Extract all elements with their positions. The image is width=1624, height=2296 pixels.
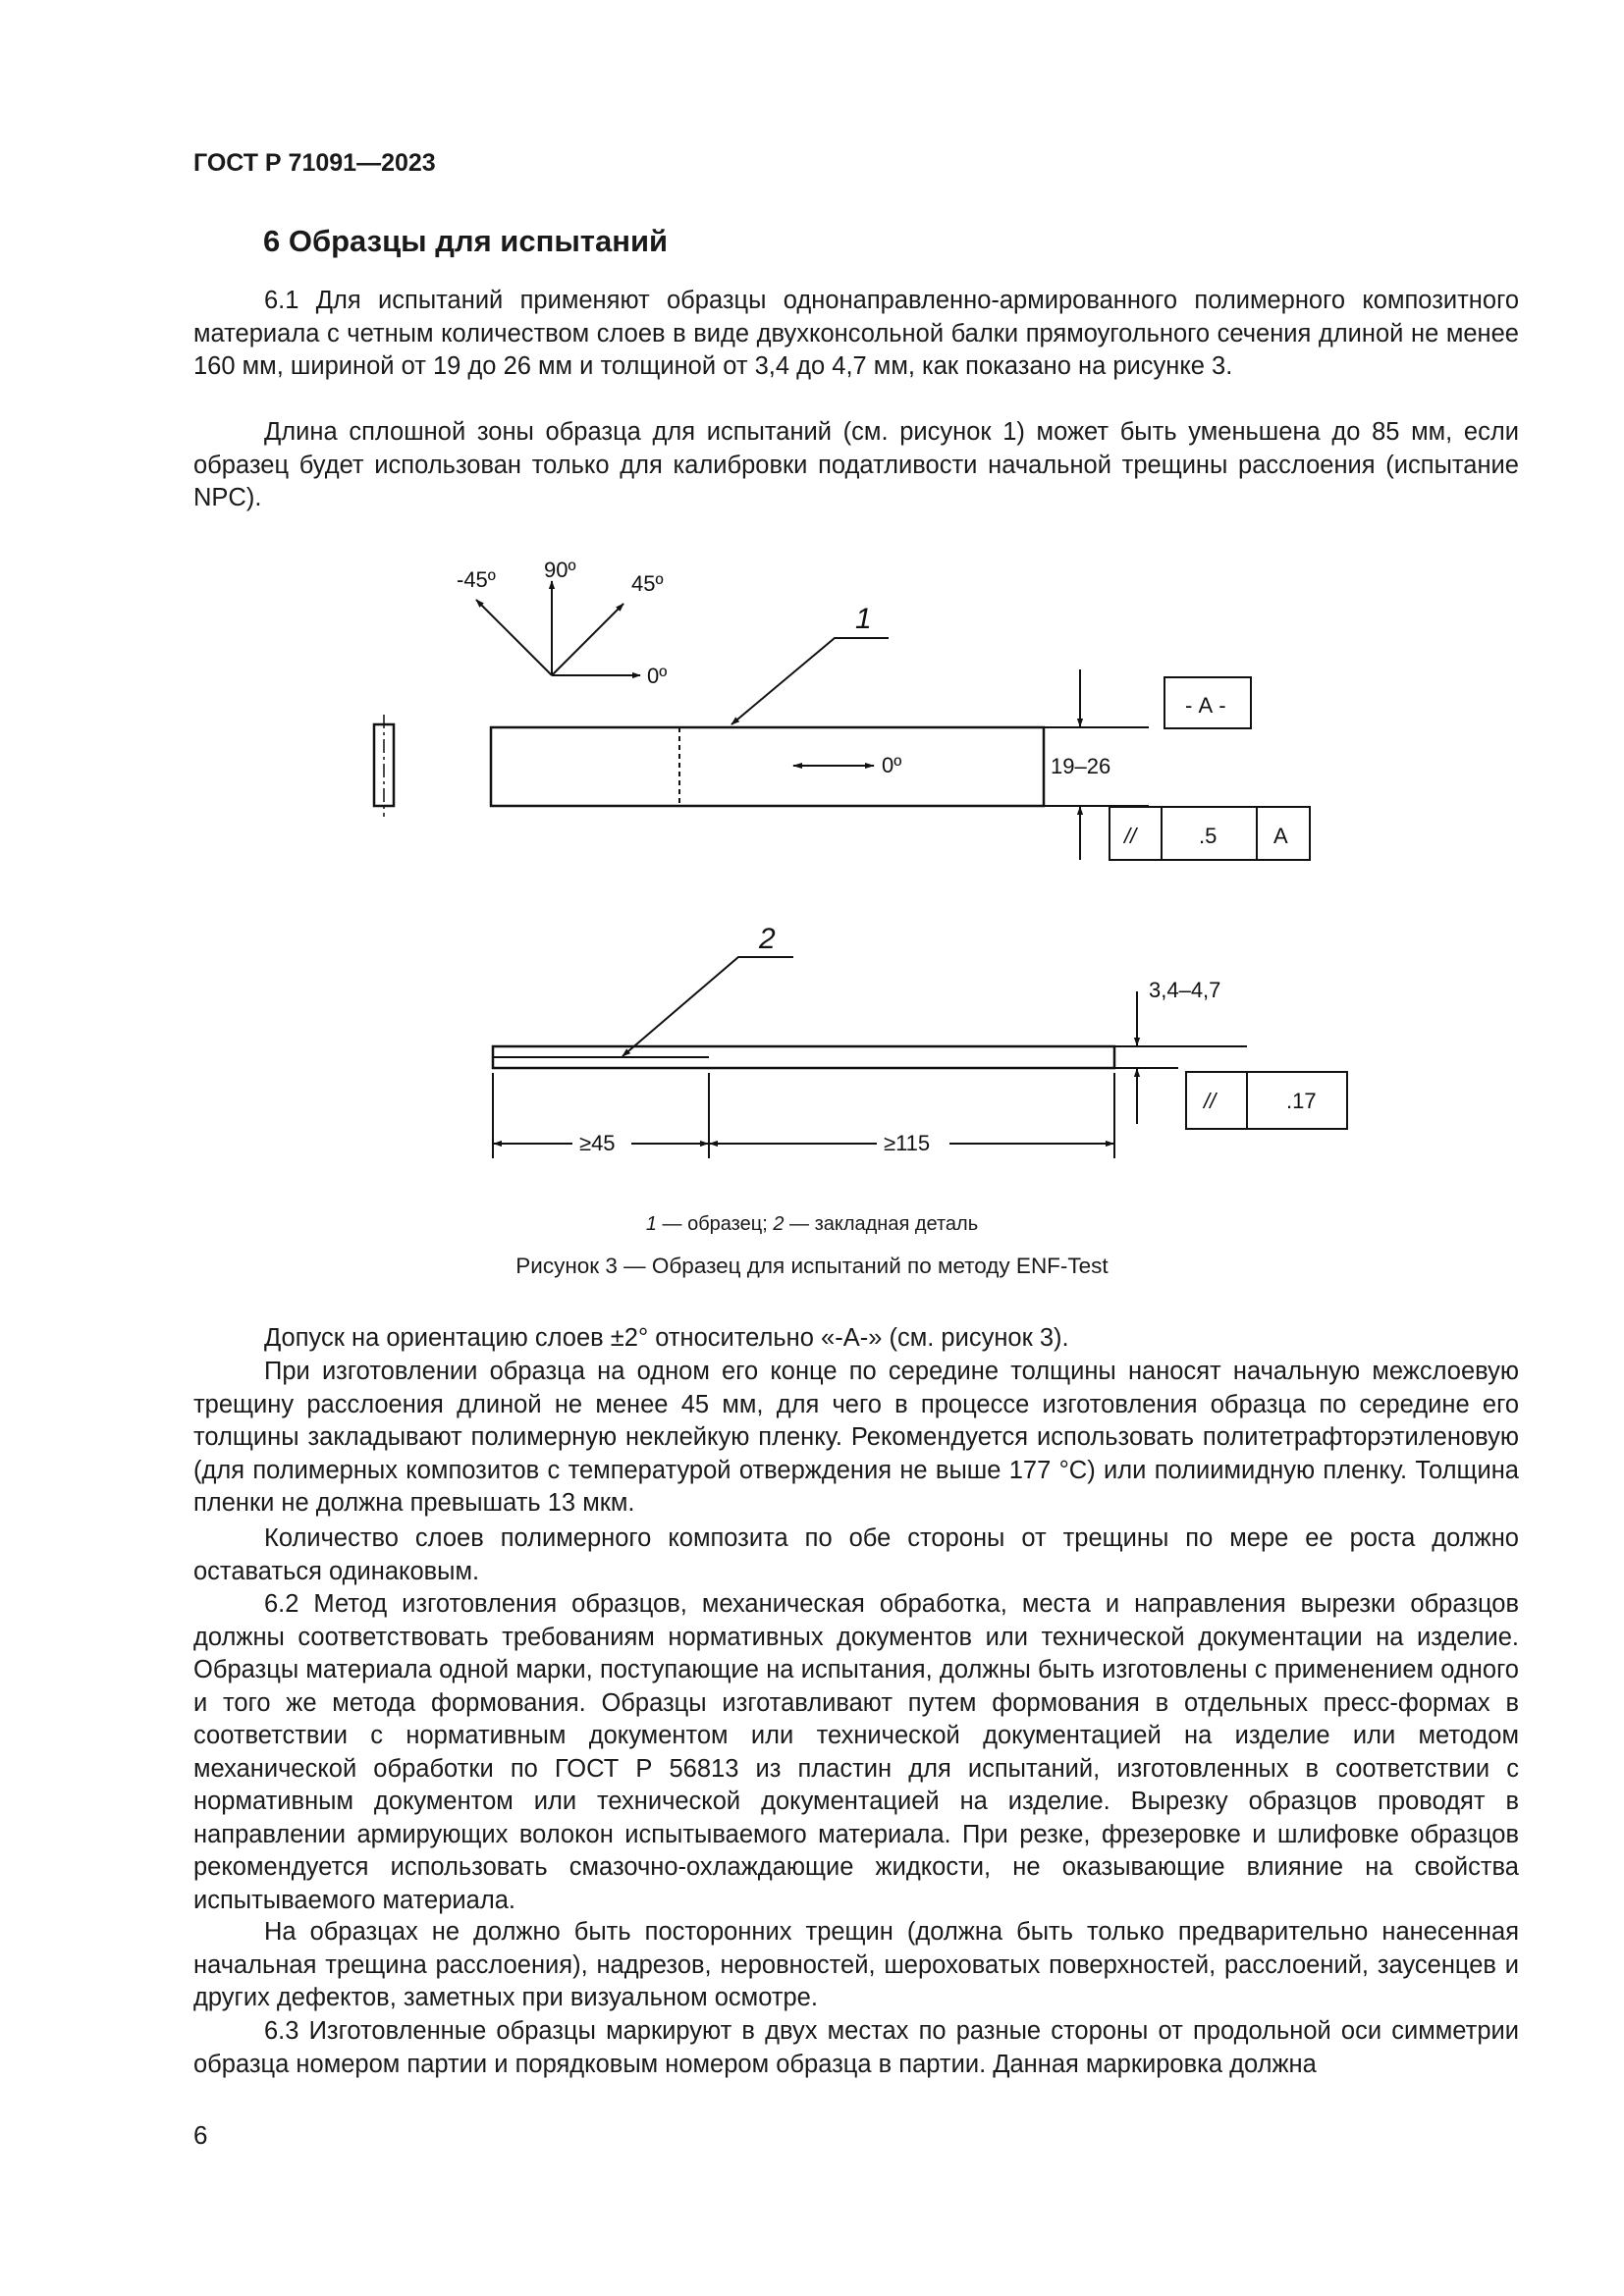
specimen-top-view bbox=[491, 727, 1044, 806]
width-dim-label: 19–26 bbox=[1051, 754, 1111, 778]
callout-1-leader bbox=[731, 638, 889, 724]
legend-1-number: 1 bbox=[645, 1213, 657, 1235]
dim-insert-label: ≥45 bbox=[579, 1131, 616, 1155]
label-0: 0º bbox=[647, 664, 668, 688]
paragraph-6-2: 6.2 Метод изготовления образцов, механическая обработка, места и направления вырезки образцов должны соответствовать требованиям нормативных документов или технической документации на изделие. Образцы материала одной марки, поступающие на испытания, должны быть изготовлены с применением одного и того же метода формования. Образцы изготавливают путем формования в отдельных пресс-формах в соответствии с нормативным документом или технической документацией на изделие или методом механической обработки по ГОСТ Р 56813 из пластин для испытаний, изготовленных в соответствии с нормативным документом или технической документацией на изделие. Вырезку образцов проводят в направлении армирующих волокон испытываемого материала. При резке, фрезеровке и шлифовке образцов рекомендуется использовать смазочно-охлаждающие жидкости, не оказывающие влияние на свойства испытываемого материала. bbox=[193, 1590, 1519, 1914]
label-fiber-0: 0º bbox=[882, 753, 902, 777]
legend-2-number: 2 bbox=[773, 1213, 785, 1235]
paragraph-crack: При изготовлении образца на одном его конце по середине толщины наносят начальную межслоевую трещину расслоения длиной не менее 45 мм, для чего в процессе изготовления образца по середине его толщины закладывают полимерную неклейкую пленку. Рекомендуется использовать политетрафторэтиленовую (для полимерных композитов с температурой отверждения не выше 177 °С) или полиимидную пленку. Толщина пленки не должна превышать 13 мкм. bbox=[193, 1358, 1519, 1517]
tol1-symbol: // bbox=[1124, 824, 1137, 848]
callout-1-label: 1 bbox=[855, 603, 872, 635]
paragraph-layers: Количество слоев полимерного композита по обе стороны от трещины по мере ее роста должно оставаться одинаковым. bbox=[193, 1524, 1519, 1585]
axis-minus45 bbox=[476, 600, 552, 675]
callout-2-leader bbox=[623, 957, 793, 1056]
paragraph-defects: На образцах не должно быть посторонних трещин (должна быть только предварительно нанесенная начальная трещина расслоения), надрезов, неровностей, шероховатых поверхностей, расслоений, заусенцев и других дефектов, заметных при визуальном осмотре. bbox=[193, 1918, 1519, 2011]
page-number: 6 bbox=[193, 2120, 208, 2150]
tol1-datum: А bbox=[1273, 824, 1288, 848]
axis-45 bbox=[552, 604, 623, 675]
paragraph-solid-zone: Длина сплошной зоны образца для испытаний (см. рисунок 1) может быть уменьшена до 85 мм, если образец будет использован только для калибровки податливости начальной трещины расслоения (испытание NPC). bbox=[193, 418, 1519, 511]
label-minus45: -45º bbox=[457, 567, 496, 592]
paragraph-6-3: 6.3 Изготовленные образцы маркируют в двух местах по разные стороны от продольной оси симметрии образца номером партии и порядковым номером образца в партии. Данная маркировка должна bbox=[193, 2017, 1519, 2078]
label-45: 45º bbox=[631, 571, 664, 596]
thickness-dim-label: 3,4–4,7 bbox=[1149, 978, 1221, 1002]
paragraph-6-1: 6.1 Для испытаний применяют образцы однонаправленно-армированного полимерного композитного материала с четным количеством слоев в виде двухконсольной балки прямоугольного сечения длиной не менее 160 мм, шириной от 19 до 26 мм и толщиной от 3,4 до 4,7 мм, как показано на рисунке 3. bbox=[193, 287, 1519, 380]
figure-caption: Рисунок 3 — Образец для испытаний по методу ENF-Test bbox=[515, 1254, 1109, 1278]
dim-rest-label: ≥115 bbox=[884, 1131, 931, 1155]
tol2-value: .17 bbox=[1286, 1089, 1317, 1113]
callout-2-label: 2 bbox=[759, 923, 776, 955]
tol2-symbol: // bbox=[1204, 1089, 1217, 1113]
legend-2-text: — закладная деталь bbox=[784, 1213, 979, 1235]
label-90: 90º bbox=[544, 558, 576, 582]
paragraph-tolerance: Допуск на ориентацию слоев ±2° относительно «-А-» (см. рисунок 3). bbox=[264, 1324, 1069, 1352]
datum-a-label: - А - bbox=[1185, 693, 1226, 718]
section-title: 6 Образцы для испытаний bbox=[263, 224, 669, 258]
document-id: ГОСТ Р 71091—2023 bbox=[193, 149, 436, 177]
legend-1-text: — образец; bbox=[656, 1213, 774, 1235]
tol1-value: .5 bbox=[1199, 824, 1218, 848]
figure-legend bbox=[0, 1213, 1624, 1236]
